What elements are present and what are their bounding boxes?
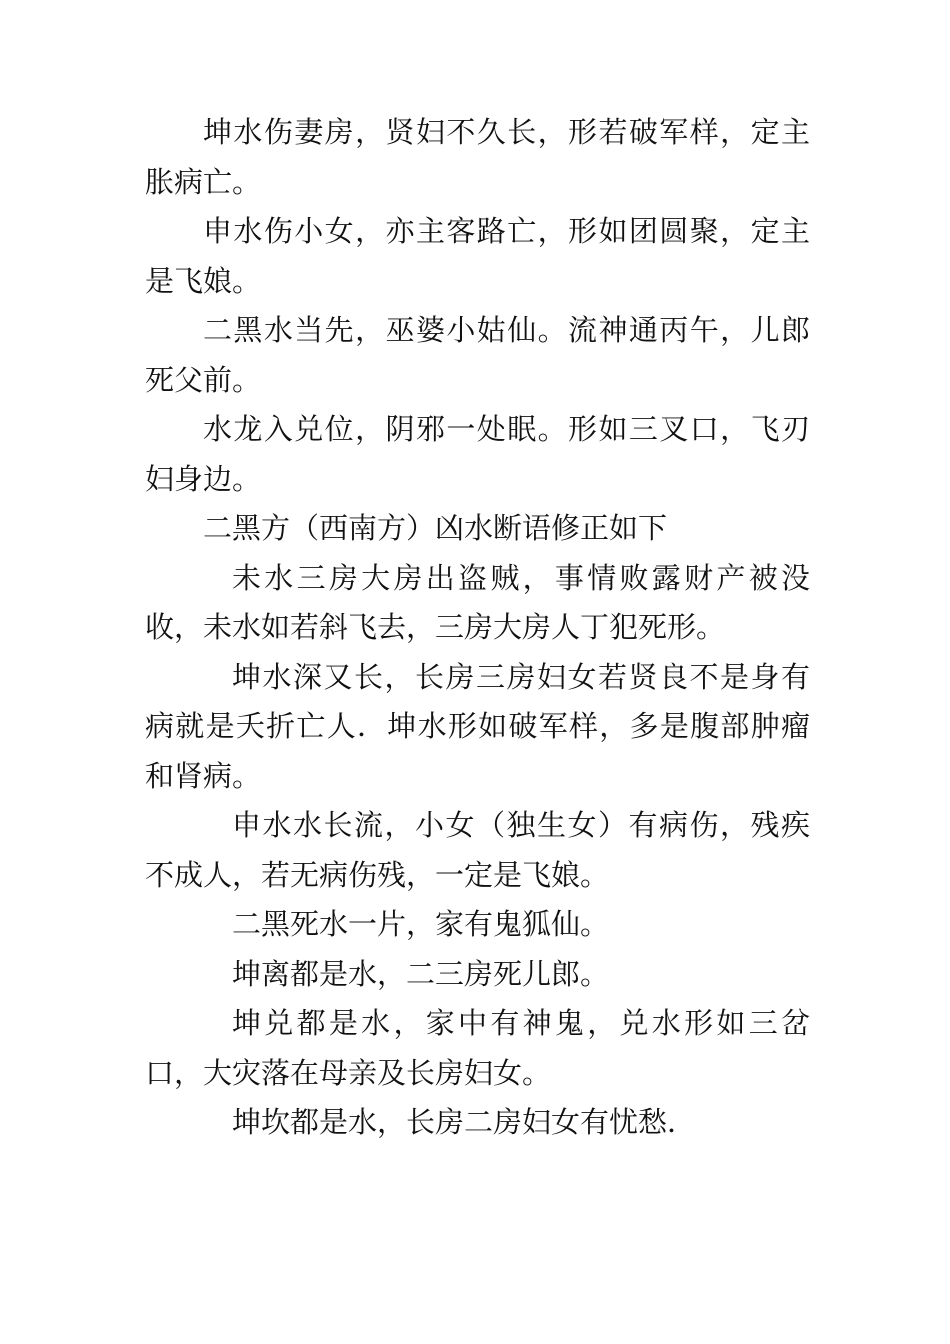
paragraph: 二黑死水一片，家有鬼狐仙。 [232,907,610,941]
paragraph: 申水伤小女，亦主客路亡，形如团圆聚，定主是飞娘。 [145,214,810,298]
section-heading: 二黑方（西南方）凶水断语修正如下 [203,511,668,545]
paragraph: 水龙入兑位，阴邪一处眠。形如三叉口，飞刃妇身边。 [145,412,810,496]
paragraph: 未水三房大房出盗贼，事情败露财产被没收，未水如若斜飞去，三房大房人丁犯死形。 [145,560,810,644]
paragraph: 坤兑都是水，家中有神鬼，兑水形如三岔口，大灾落在母亲及长房妇女。 [145,1006,810,1090]
paragraph: 坤坎都是水，长房二房妇女有忧愁． [232,1105,697,1139]
paragraph: 申水水长流，小女（独生女）有病伤，残疾不成人，若无病伤残，一定是飞娘。 [145,808,810,892]
paragraph: 坤离都是水，二三房死儿郎。 [232,956,610,991]
paragraph: 二黑水当先，巫婆小姑仙。流神通丙午，儿郎死父前。 [145,313,810,397]
paragraph: 坤水深又长，长房三房妇女若贤良不是身有病就是夭折亡人．坤水形如破军样，多是腹部肿瘤和肾病。 [145,659,810,793]
document-body [145,108,810,1148]
paragraph: 坤水伤妻房，贤妇不久长，形若破军样，定主胀病亡。 [145,115,810,199]
